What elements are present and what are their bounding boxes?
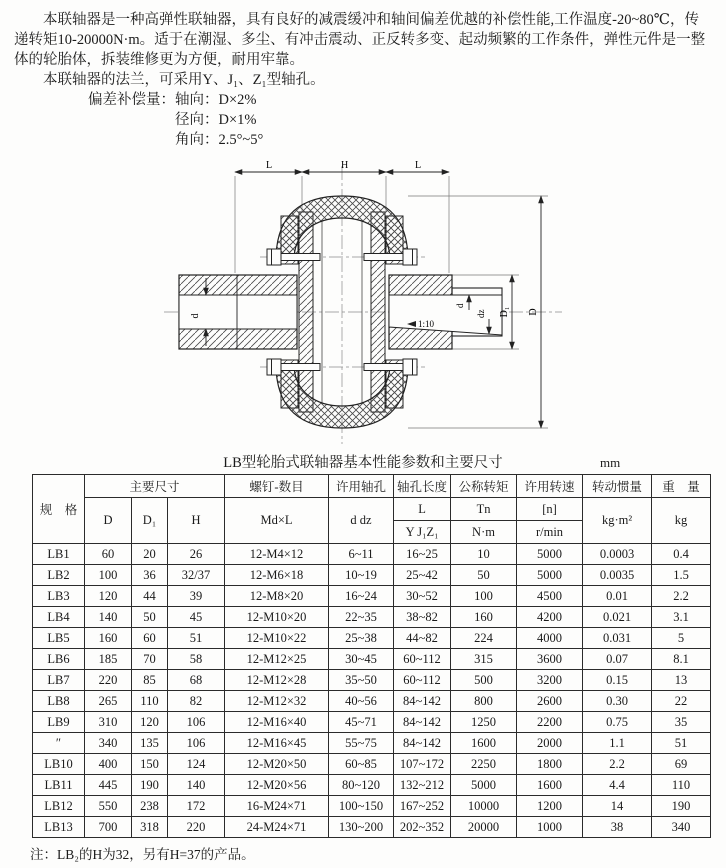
col-header-YJ1Z1: Y J₁Z₁ [394, 521, 451, 544]
table-cell: 1600 [451, 733, 517, 754]
table-row [33, 775, 711, 796]
table-cell: 84~142 [394, 712, 451, 733]
col-header-speed: 许用转速 [517, 475, 583, 498]
compensation-radial: 径向：D×1% [175, 112, 257, 128]
intro-paragraph-1: 本联轴器是一种高弹性联轴器，具有良好的减震缓冲和轴间偏差优越的补偿性能,工作温度-20~80℃，传递转矩10-20000N·m。适于在潮湿、多尘、有冲击震动、正反转多变、起动频繁的工作条件，弹性元件是一整体的轮胎体，拆装维修更为方便，耐用牢靠。 [14, 12, 706, 68]
table-cell: 12-M16×40 [225, 712, 329, 733]
dim-label-dz: dz [476, 309, 486, 318]
table-cell: 318 [132, 817, 168, 838]
table-cell: 160 [451, 607, 517, 628]
table-cell: 500 [451, 670, 517, 691]
col-header-MdxL: Md×L [225, 498, 329, 544]
table-cell: 4500 [517, 586, 583, 607]
col-header-Tn: Tn [451, 498, 517, 521]
table-cell: 185 [85, 649, 132, 670]
table-cell: 120 [85, 586, 132, 607]
table-cell: 68 [168, 670, 225, 691]
table-cell: 40~56 [329, 691, 394, 712]
dim-label-D1: D₁ [499, 306, 510, 318]
table-cell: 265 [85, 691, 132, 712]
table-cell: 0.01 [583, 586, 652, 607]
table-title-row [0, 452, 726, 474]
table-cell: 12-M12×25 [225, 649, 329, 670]
table-cell: 445 [85, 775, 132, 796]
table-cell: 340 [85, 733, 132, 754]
dim-label-d-right: d [455, 303, 465, 308]
table-cell: 44 [132, 586, 168, 607]
table-cell: 44~82 [394, 628, 451, 649]
table-cell: 12-M10×20 [225, 607, 329, 628]
table-cell: 60~112 [394, 670, 451, 691]
dim-label-L-right: L [415, 160, 422, 171]
table-cell: 16~25 [394, 544, 451, 565]
table-unit: mm [600, 455, 621, 470]
table-cell: 60~85 [329, 754, 394, 775]
col-header-rmin: r/min [517, 521, 583, 544]
table-body [33, 544, 711, 838]
table-cell: LB2 [33, 565, 85, 586]
compensation-axial: 轴向：D×2% [175, 92, 257, 108]
table-cell: 1.5 [652, 565, 711, 586]
table-cell: 50 [451, 565, 517, 586]
table-cell: 5000 [517, 544, 583, 565]
table-cell: 85 [132, 670, 168, 691]
table-cell: 238 [132, 796, 168, 817]
col-header-main-dims: 主要尺寸 [85, 475, 225, 498]
col-header-weight: 重 量 [652, 475, 711, 498]
table-cell: 12-M20×56 [225, 775, 329, 796]
table-cell: 80~120 [329, 775, 394, 796]
compensation-items [175, 90, 263, 150]
coupling-spec-table [32, 474, 711, 838]
table-cell: 60 [85, 544, 132, 565]
table-cell: 0.15 [583, 670, 652, 691]
table-cell: 0.30 [583, 691, 652, 712]
table-cell: 2600 [517, 691, 583, 712]
table-cell: 26 [168, 544, 225, 565]
table-cell: 12-M6×18 [225, 565, 329, 586]
table-cell: 13 [652, 670, 711, 691]
table-cell: 4.4 [583, 775, 652, 796]
table-cell: 110 [652, 775, 711, 796]
table-cell: LB13 [33, 817, 85, 838]
col-header-inertia: 转动惯量 [583, 475, 652, 498]
table-cell: 20000 [451, 817, 517, 838]
table-cell: 172 [168, 796, 225, 817]
table-row [33, 670, 711, 691]
coupling-section-drawing [160, 158, 580, 450]
table-cell: 82 [168, 691, 225, 712]
table-cell: 310 [85, 712, 132, 733]
table-cell: 1.1 [583, 733, 652, 754]
table-cell: 0.07 [583, 649, 652, 670]
table-cell: 160 [85, 628, 132, 649]
table-header [33, 475, 711, 544]
table-cell: LB12 [33, 796, 85, 817]
col-header-kgm2: kg·m² [583, 498, 652, 544]
table-cell: 4200 [517, 607, 583, 628]
table-cell: 22~35 [329, 607, 394, 628]
table-cell: 60~112 [394, 649, 451, 670]
compensation-angular: 角向：2.5°~5° [175, 132, 264, 148]
table-cell: 140 [168, 775, 225, 796]
col-header-torque: 公称转矩 [451, 475, 517, 498]
table-cell: 30~45 [329, 649, 394, 670]
table-cell: LB5 [33, 628, 85, 649]
table-cell: 24-M24×71 [225, 817, 329, 838]
table-cell: 220 [168, 817, 225, 838]
table-cell: 1800 [517, 754, 583, 775]
table-cell: 315 [451, 649, 517, 670]
table-cell: 16-M24×71 [225, 796, 329, 817]
table-cell: 45 [168, 607, 225, 628]
table-cell: 12-M12×28 [225, 670, 329, 691]
table-cell: 2250 [451, 754, 517, 775]
dim-label-d-left: d [190, 313, 201, 319]
table-title: LB型轮胎式联轴器基本性能参数和主要尺寸 [223, 455, 503, 471]
table-cell: LB9 [33, 712, 85, 733]
table-cell: 45~71 [329, 712, 394, 733]
table-cell: 0.0035 [583, 565, 652, 586]
compensation-label: 偏差补偿量： [88, 92, 175, 108]
table-cell: 110 [132, 691, 168, 712]
dim-label-H: H [341, 160, 349, 171]
col-header-bore-len: 轴孔长度 [394, 475, 451, 498]
table-row [33, 565, 711, 586]
table-cell: 100 [85, 565, 132, 586]
table-cell: 340 [652, 817, 711, 838]
table-cell: 39 [168, 586, 225, 607]
table-cell: 0.4 [652, 544, 711, 565]
table-row [33, 817, 711, 838]
col-header-spec: 规 格 [33, 475, 85, 544]
taper-label: 1:10 [418, 319, 435, 329]
table-cell: 2.2 [652, 586, 711, 607]
table-row [33, 628, 711, 649]
table-cell: 51 [652, 733, 711, 754]
table-cell: 2000 [517, 733, 583, 754]
table-cell: 70 [132, 649, 168, 670]
table-cell: 5000 [517, 565, 583, 586]
table-cell: 12-M20×50 [225, 754, 329, 775]
table-cell: 22 [652, 691, 711, 712]
table-cell: 100 [451, 586, 517, 607]
table-cell: 132~212 [394, 775, 451, 796]
footnote: 注：LB₂的H为32，另有H=37的产品。 [30, 847, 255, 862]
table-cell: 150 [132, 754, 168, 775]
table-cell: 12-M8×20 [225, 586, 329, 607]
table-cell: 12-M16×45 [225, 733, 329, 754]
table-cell: 12-M12×32 [225, 691, 329, 712]
table-cell: 38~82 [394, 607, 451, 628]
table-cell: LB1 [33, 544, 85, 565]
dim-label-L-left: L [266, 160, 273, 171]
table-cell: 120 [132, 712, 168, 733]
table-cell: 1600 [517, 775, 583, 796]
intro-section [0, 0, 726, 150]
table-cell: 58 [168, 649, 225, 670]
table-cell: 1250 [451, 712, 517, 733]
table-cell: 550 [85, 796, 132, 817]
compensation-block [88, 90, 712, 150]
table-cell: 10000 [451, 796, 517, 817]
table-cell: 12-M10×22 [225, 628, 329, 649]
table-cell: 190 [652, 796, 711, 817]
table-cell: 14 [583, 796, 652, 817]
table-row [33, 754, 711, 775]
table-cell: 124 [168, 754, 225, 775]
table-cell: 55~75 [329, 733, 394, 754]
coupling-drawing-svg [160, 158, 580, 450]
table-row [33, 733, 711, 754]
table-cell: 1000 [517, 817, 583, 838]
table-cell: LB6 [33, 649, 85, 670]
table-cell: LB3 [33, 586, 85, 607]
table-row [33, 712, 711, 733]
table-row [33, 649, 711, 670]
table-cell: 3600 [517, 649, 583, 670]
table-cell: 0.021 [583, 607, 652, 628]
table-cell: 100~150 [329, 796, 394, 817]
table-cell: 4000 [517, 628, 583, 649]
table-cell: 16~24 [329, 586, 394, 607]
table-cell: 190 [132, 775, 168, 796]
col-header-D: D [85, 498, 132, 544]
table-cell: LB8 [33, 691, 85, 712]
table-cell: 3200 [517, 670, 583, 691]
col-header-Nm: N·m [451, 521, 517, 544]
table-row [33, 796, 711, 817]
col-header-bore: 许用轴孔 [329, 475, 394, 498]
table-cell: 8.1 [652, 649, 711, 670]
table-cell: 25~42 [394, 565, 451, 586]
table-cell: 20 [132, 544, 168, 565]
table-cell: 5000 [451, 775, 517, 796]
table-cell: 220 [85, 670, 132, 691]
table-cell: 35 [652, 712, 711, 733]
table-cell: LB11 [33, 775, 85, 796]
table-cell: 10 [451, 544, 517, 565]
table-cell: 224 [451, 628, 517, 649]
col-header-kg: kg [652, 498, 711, 544]
table-cell: 0.031 [583, 628, 652, 649]
table-cell: 1200 [517, 796, 583, 817]
table-cell: 2200 [517, 712, 583, 733]
table-cell: 107~172 [394, 754, 451, 775]
table-row [33, 586, 711, 607]
col-header-n: [n] [517, 498, 583, 521]
table-cell: 25~38 [329, 628, 394, 649]
table-cell: 84~142 [394, 733, 451, 754]
table-cell: 6~11 [329, 544, 394, 565]
table-cell: 50 [132, 607, 168, 628]
table-cell: 800 [451, 691, 517, 712]
table-cell: 202~352 [394, 817, 451, 838]
dim-label-D: D [528, 308, 539, 316]
table-cell: 140 [85, 607, 132, 628]
table-cell: 0.0003 [583, 544, 652, 565]
table-cell: 60 [132, 628, 168, 649]
table-cell: 30~52 [394, 586, 451, 607]
table-cell: 5 [652, 628, 711, 649]
left-hub [179, 275, 297, 349]
table-cell: 106 [168, 712, 225, 733]
table-row [33, 544, 711, 565]
table-cell: 3.1 [652, 607, 711, 628]
intro-paragraph-2: 本联轴器的法兰，可采用Y、J₁、Z₁型轴孔。 [43, 72, 325, 88]
table-cell: 106 [168, 733, 225, 754]
table-cell: LB4 [33, 607, 85, 628]
table-cell: 400 [85, 754, 132, 775]
table-cell: 84~142 [394, 691, 451, 712]
col-header-d-dz: d dz [329, 498, 394, 544]
col-header-screws: 螺钉-数目 [225, 475, 329, 498]
table-cell: 10~19 [329, 565, 394, 586]
table-row [33, 607, 711, 628]
table-cell: LB7 [33, 670, 85, 691]
col-header-L: L [394, 498, 451, 521]
table-cell: 135 [132, 733, 168, 754]
table-cell: 69 [652, 754, 711, 775]
table-cell: 38 [583, 817, 652, 838]
table-cell: 36 [132, 565, 168, 586]
table-cell: 2.2 [583, 754, 652, 775]
table-cell: 32/37 [168, 565, 225, 586]
table-cell: 12-M4×12 [225, 544, 329, 565]
col-header-D1: D₁ [132, 498, 168, 544]
col-header-H: H [168, 498, 225, 544]
table-cell: ″ [33, 733, 85, 754]
table-cell: 35~50 [329, 670, 394, 691]
table-cell: 51 [168, 628, 225, 649]
table-cell: LB10 [33, 754, 85, 775]
table-row [33, 691, 711, 712]
table-cell: 0.75 [583, 712, 652, 733]
table-cell: 130~200 [329, 817, 394, 838]
table-cell: 167~252 [394, 796, 451, 817]
table-cell: 700 [85, 817, 132, 838]
